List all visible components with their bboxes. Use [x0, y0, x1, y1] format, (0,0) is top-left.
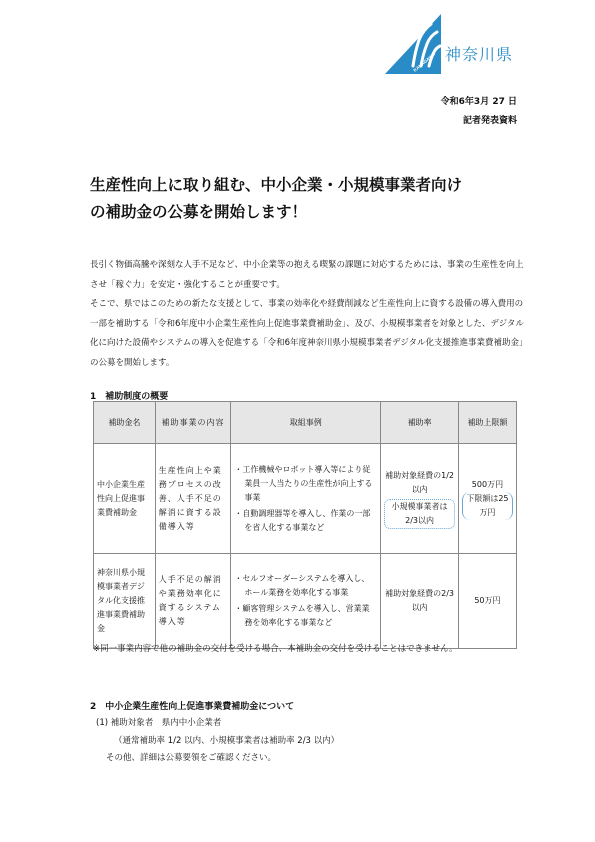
limit-minimum-note: 下限額は25万円	[462, 492, 513, 520]
column-header: 補助上限額	[458, 402, 516, 444]
table-row	[94, 444, 517, 554]
release-date-block	[441, 93, 517, 131]
eligibility-detail: （通常補助率 1/2 以内、小規模事業者は補助率 2/3 以内）	[114, 736, 340, 746]
title-line-1: 生産性向上に取り組む、中小企業・小規模事業者向け	[90, 176, 463, 194]
example-item: ・自動調理器等を導入し、作業の一部を省人化する事業など	[234, 508, 371, 532]
example-item: ・工作機械やロボット導入等により従業員一人当たりの生産性が向上する事業	[234, 464, 373, 502]
column-header: 補助事業の内容	[155, 402, 231, 444]
example-item: ・顧客管理システムを導入し、営業業務を効率化する事業など	[234, 604, 370, 627]
subsidy-rate: 補助対象経費の2/3以内	[381, 554, 459, 649]
intro-paragraph-1: 長引く物価高騰や深刻な人手不足など、中小企業等の抱える喫緊の課題に対応するためには、事業の生産性を向上させ「稼ぐ力」を安定・強化することが重要です。	[90, 260, 524, 290]
subsidy-examples	[231, 444, 381, 554]
subsidy-examples	[231, 554, 381, 649]
subsidy-overview-table	[93, 401, 517, 649]
logo-mark-text: KANAGAWA	[412, 51, 437, 73]
subsidy-content: 人手不足の解消や業務効率化に資するシステム導入等	[155, 554, 231, 649]
subsidy-limit: 50万円	[458, 554, 516, 649]
subsidy-limit	[458, 444, 516, 554]
table-footnote: ※同一事業内容で他の補助金の交付を受ける場合、本補助金の交付を受けることはできません。	[93, 644, 458, 654]
section-2-heading: 2 中小企業生産性向上促進事業費補助金について	[90, 702, 295, 712]
kanagawa-logo-icon	[385, 14, 441, 74]
section-1-heading: 1 補助制度の概要	[90, 392, 169, 402]
release-date: 令和6年3月 27 日	[440, 97, 517, 107]
rate-small-business-note: 小規模事業者は2/3以内	[384, 499, 455, 529]
intro-paragraph-2: そこで、県ではこのための新たな支援として、事業の効率化や経費削減など生産性向上に資する設備の導入費用の一部を補助する「令和6年度中小企業生産性向上促進事業費補助金」、及び、小規模事業者を対象とした、デジタル化に向けた設備やシステムの導入を促進する「令和6年度神奈川県小規模事業者デジタル化支援推進事業費補助金」の公募を開始します。	[90, 299, 524, 368]
limit-text: 500万円	[471, 479, 504, 489]
logo-text: 神奈川県	[445, 45, 514, 64]
column-header: 取組事例	[231, 402, 381, 444]
eligibility-item: (1) 補助対象者 県内中小企業者	[96, 718, 222, 728]
subsidy-name: 神奈川県小規模事業者デジタル化支援推進事業費補助金	[94, 554, 156, 649]
rate-text: 補助対象経費の1/2以内	[385, 470, 454, 494]
page-title	[90, 172, 530, 226]
column-header: 補助率	[381, 402, 459, 444]
subsidy-content: 生産性向上や業務プロセスの改善、人手不足の解消に資する設備導入等	[155, 444, 231, 554]
table-header-row	[94, 402, 517, 444]
title-line-2: の補助金の公募を開始します！	[90, 203, 308, 221]
table-row	[94, 554, 517, 649]
details-reference: その他、詳細は公募要領をご確認ください。	[106, 753, 277, 763]
subsidy-name: 中小企業生産性向上促進事業費補助金	[94, 444, 156, 554]
intro-text	[90, 256, 525, 373]
subsidy-rate	[381, 444, 459, 554]
document-type: 記者発表資料	[462, 116, 517, 126]
column-header: 補助金名	[94, 402, 156, 444]
example-item: ・セルフオーダーシステムを導入し、ホール業務を効率化する事業	[234, 574, 370, 597]
